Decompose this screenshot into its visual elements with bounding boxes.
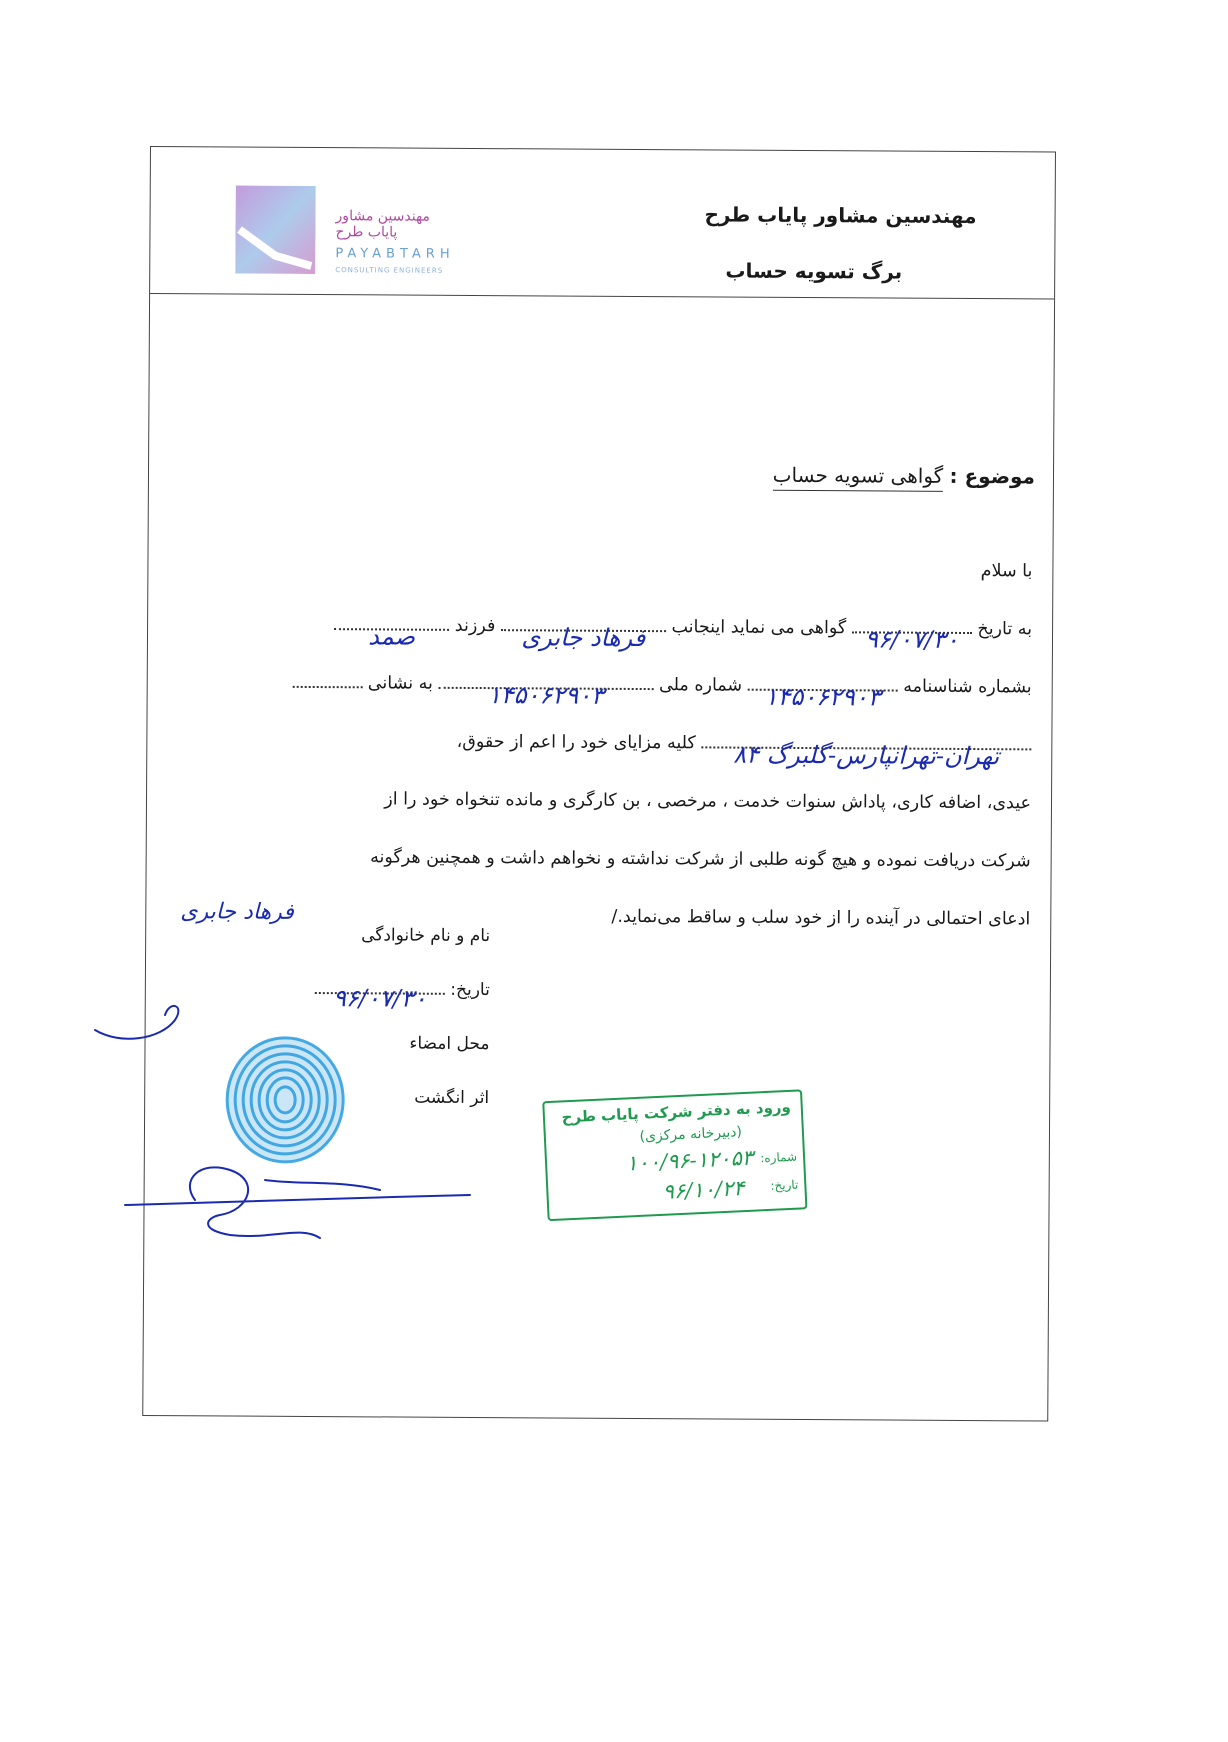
stamp-title: ورود به دفتر شرکت پایاب طرح <box>561 1097 792 1127</box>
body-l6: شرکت دریافت نموده و هیچ گونه طلبی از شرکت نداشته و نخواهم داشت و همچنین هرگونه <box>370 847 1031 872</box>
stamp-subtitle: (دبیرخانه مرکزی) <box>639 1124 743 1145</box>
address-field <box>701 714 1031 774</box>
sign-place-label: محل امضاء <box>409 1033 490 1055</box>
sign-date-label: تاریخ: <box>450 979 490 1001</box>
stamp-number-value: ۱۰۰/۹۶-۱۲۰۵۳ <box>625 1145 754 1176</box>
office-entry-stamp <box>542 1089 807 1221</box>
body-l7: ادعای احتمالی در آینده را از خود سلب و ساقط می‌نماید./ <box>611 906 1031 930</box>
payabtarh-logo-mark-icon <box>235 186 316 274</box>
body-l2-a: به تاریخ <box>977 619 1033 640</box>
sign-date-row <box>190 961 490 1017</box>
national-id-field <box>438 655 653 714</box>
body-line-5 <box>211 769 1031 832</box>
date-field <box>852 599 972 658</box>
handwritten-father-name: صمد <box>368 622 416 651</box>
father-name-field <box>334 596 449 655</box>
body-l3-a: بشماره شناسنامه <box>903 676 1032 698</box>
company-logo <box>235 186 456 282</box>
subject-value: گواهی تسویه حساب <box>773 463 944 492</box>
handwritten-sign-date: ۹۶/۰۷/۳۰ <box>332 984 427 1013</box>
body-line-3 <box>212 653 1032 716</box>
address-dots-start <box>292 668 362 688</box>
greeting-line <box>212 537 1032 600</box>
logo-english-subtitle: CONSULTING ENGINEERS <box>335 266 444 275</box>
stamp-date-value: ۹۶/۱۰/۲۴ <box>662 1176 745 1204</box>
name-label: نام و نام خانوادگی <box>361 925 491 947</box>
body-l3-c: به نشانی <box>367 673 433 694</box>
body-l2-c: فرزند <box>454 615 496 637</box>
greeting: با سلام <box>980 561 1033 582</box>
handwritten-full-name: فرهاد جابری <box>521 623 646 653</box>
header-divider <box>150 293 1054 300</box>
body-line-2 <box>212 595 1032 658</box>
fingerprint-icon <box>215 1027 356 1168</box>
body-l3-b: شماره ملی <box>659 675 743 696</box>
body-l4-a: کلیه مزایای خود را اعم از حقوق، <box>456 731 696 754</box>
handwritten-address: تهران-تهرانپارس-گلبرگ ۸۴ <box>733 740 1000 771</box>
company-name: مهندسین مشاور پایاب طرح <box>704 202 977 229</box>
thumbprint-label: اثر انگشت <box>414 1087 490 1109</box>
form-title: برگ تسویه حساب <box>725 258 903 284</box>
subject-label: موضوع : <box>949 463 1036 489</box>
stamp-number-label: شماره: <box>759 1149 798 1166</box>
id-number-field <box>748 657 898 716</box>
logo-persian-text: مهندسین مشاور پایاب طرح <box>335 208 430 241</box>
subject-line <box>773 463 1035 489</box>
handwritten-national-id: ۱۴۵۰۶۲۹۰۳ <box>487 681 605 710</box>
body-line-6 <box>210 827 1030 890</box>
stamp-date-label: تاریخ: <box>770 1177 799 1193</box>
body-l2-b: گواهی می نماید اینجانب <box>671 617 847 639</box>
logo-english-text: PAYABTARH <box>335 246 455 262</box>
handwritten-date: ۹۶/۰۷/۳۰ <box>864 625 959 654</box>
body-line-4 <box>211 711 1031 774</box>
name-row <box>180 899 491 963</box>
handwritten-id-number: ۱۴۵۰۶۲۹۰۳ <box>764 682 881 712</box>
document-frame <box>142 146 1056 1422</box>
full-name-field <box>501 597 666 656</box>
letter-body <box>210 537 1032 948</box>
body-l5: عیدی، اضافه کاری، پاداش سنوات خدمت ، مرخصی ، بن کارگری و مانده تنخواه خود را از <box>384 789 1032 814</box>
sign-date-field <box>315 962 445 1017</box>
handwritten-sign-name: فرهاد جابری <box>180 899 294 925</box>
